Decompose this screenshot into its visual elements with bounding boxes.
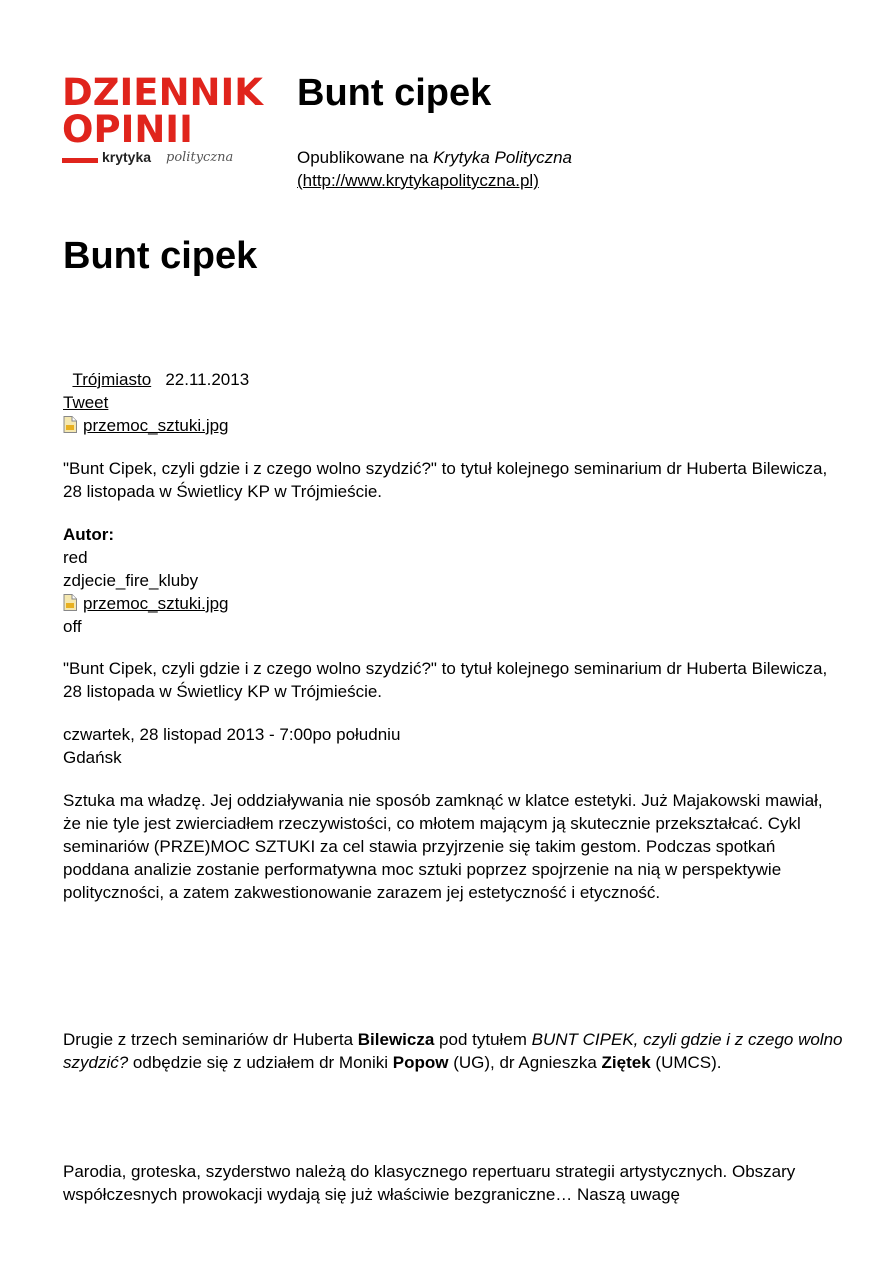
- source-url-link[interactable]: (http://www.krytykapolityczna.pl): [297, 171, 539, 190]
- flag-text: off: [63, 617, 82, 636]
- published-source: Krytyka Polityczna: [433, 148, 572, 167]
- file-link-2[interactable]: przemoc_sztuki.jpg: [83, 594, 229, 613]
- para2-text-5: (UMCS).: [650, 1053, 722, 1072]
- article-title: Bunt cipek: [63, 235, 258, 277]
- file-attachment-2: [63, 592, 843, 615]
- dziennik-opinii-logo: [62, 71, 263, 174]
- para2-text-2: pod tytułem: [434, 1030, 532, 1049]
- logo-line1: DZIENNIK: [62, 71, 263, 114]
- event-date: czwartek, 28 listopad 2013 - 7:00po południu: [63, 725, 401, 744]
- file-link-1[interactable]: przemoc_sztuki.jpg: [83, 416, 229, 435]
- lead-paragraph-2: "Bunt Cipek, czyli gdzie i z czego wolno szydzić?" to tytuł kolejnego seminarium dr Huberta Bilewicza, 28 listopada w Świetlicy KP w Trójmieście.: [63, 659, 828, 701]
- event-info: [63, 723, 843, 769]
- body-paragraph-3: Parodia, groteska, szyderstwo należą do klasycznego repertuaru strategii artystycznych. Obszary współczesnych prowokacji wydają się już właściwie bezgraniczne… Naszą uwagę: [63, 1162, 796, 1204]
- logo-bar: [62, 158, 98, 163]
- category-text: zdjecie_fire_kluby: [63, 571, 199, 590]
- para2-text-3: odbędzie się z udziałem dr Moniki: [128, 1053, 393, 1072]
- para2-text-4: (UG), dr Agnieszka: [448, 1053, 602, 1072]
- logo-sub1: krytyka: [102, 149, 152, 165]
- event-city: Gdańsk: [63, 748, 122, 767]
- file-attachment-1: [63, 414, 843, 437]
- para2-bold-3: Ziętek: [601, 1053, 651, 1072]
- tweet-link[interactable]: Tweet: [63, 393, 109, 412]
- image-file-icon: [63, 594, 77, 611]
- location-link[interactable]: Trójmiasto: [72, 370, 152, 389]
- author-section: [63, 523, 843, 638]
- published-prefix: Opublikowane na: [297, 148, 434, 167]
- lead-paragraph-1: "Bunt Cipek, czyli gdzie i z czego wolno szydzić?" to tytuł kolejnego seminarium dr Huberta Bilewicza, 28 listopada w Świetlicy KP w Trójmieście.: [63, 459, 828, 501]
- location-date-row: [63, 368, 843, 391]
- logo-line2: OPINII: [62, 108, 193, 151]
- author-name: red: [63, 548, 88, 567]
- para2-text-1: Drugie z trzech seminariów dr Huberta: [63, 1030, 358, 1049]
- image-file-icon: [63, 416, 77, 433]
- site-title: Bunt cipek: [297, 72, 492, 114]
- body-paragraph-2: [63, 1028, 843, 1074]
- para2-bold-2: Popow: [392, 1053, 449, 1072]
- para2-italic-title: BUNT CIPEK, czyli gdzie i z czego wolno szydzić?: [63, 1030, 843, 1072]
- article-meta: [63, 368, 843, 437]
- body-paragraph-1: Sztuka ma władzę. Jej oddziaływania nie sposób zamknąć w klatce estetyki. Już Majakowski mawiał, że nie tyle jest zwierciadłem rzeczywistości, co młotem mającym ją skutecznie przekształcać. Cykl seminariów (PRZE)MOC SZTUKI za cel stawia przyjrzenie się takim gestom. Podczas spotkań poddana analizie zostanie performatywna moc sztuki poprzez spojrzenie na nią w perspektywie polityczności, a zatem zakwestionowanie zarazem jej estetyczność i etyczność.: [63, 791, 823, 902]
- author-label: Autor:: [63, 525, 114, 544]
- logo-sub2: polityczna: [166, 150, 234, 165]
- published-info: [297, 146, 572, 192]
- article-date: 22.11.2013: [165, 370, 250, 389]
- para2-bold-1: Bilewicza: [357, 1030, 435, 1049]
